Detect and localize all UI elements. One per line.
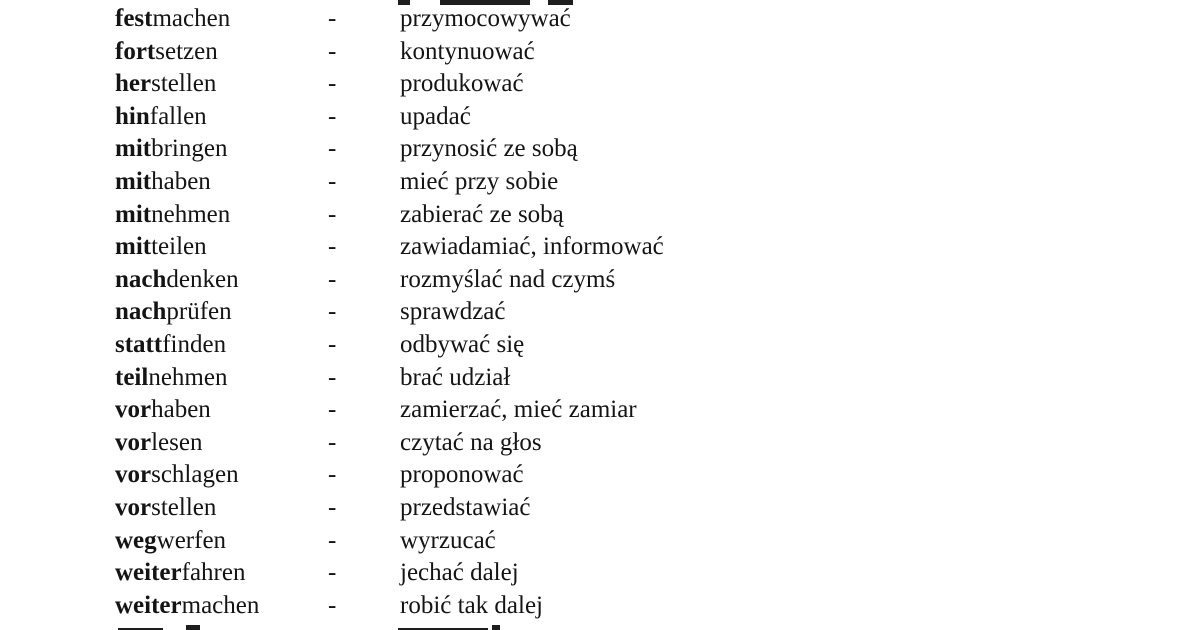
separator-dash: -: [328, 135, 337, 163]
separator-dash: -: [328, 461, 337, 489]
german-verb: [115, 36, 218, 69]
separator-dash: -: [328, 37, 337, 65]
verb-stem: stellen: [151, 493, 217, 521]
polish-translation: zabierać ze sobą: [400, 200, 564, 228]
separable-prefix: vor: [115, 396, 152, 424]
verb-stem: finden: [162, 330, 227, 358]
separator-dash: -: [328, 233, 337, 261]
separator-dash: -: [328, 493, 337, 521]
clipped-bottom-line: [0, 625, 1200, 630]
separator-dash: -: [328, 591, 337, 619]
vocab-row: [0, 590, 1200, 623]
polish-translation: czytać na głos: [400, 428, 542, 456]
verb-stem: lesen: [151, 428, 203, 456]
separable-prefix: mit: [115, 200, 152, 228]
separable-prefix: fort: [115, 37, 156, 65]
vocab-row: [0, 166, 1200, 199]
vocabulary-list: [0, 3, 1200, 622]
separator-dash: -: [328, 428, 337, 456]
verb-stem: machen: [152, 5, 231, 32]
german-verb: [115, 133, 227, 166]
separable-prefix: vor: [115, 428, 152, 456]
separator-dash: -: [328, 330, 337, 358]
separable-prefix: her: [115, 70, 152, 98]
polish-translation: robić tak dalej: [400, 591, 543, 619]
verb-stem: werfen: [156, 526, 227, 554]
vocab-row: [0, 133, 1200, 166]
separator-dash: -: [328, 363, 337, 391]
verb-stem: machen: [181, 591, 260, 619]
separator-dash: -: [328, 5, 337, 32]
german-verb: [115, 557, 245, 590]
separator-dash: -: [328, 70, 337, 98]
polish-translation: przynosić ze sobą: [400, 135, 578, 163]
german-verb: [115, 101, 207, 134]
separable-prefix: mit: [115, 167, 152, 195]
verb-stem: teilen: [151, 233, 207, 261]
separator-dash: -: [328, 298, 337, 326]
separable-prefix: vor: [115, 493, 152, 521]
polish-translation: przymocowywać: [400, 5, 571, 32]
polish-translation: produkować: [400, 70, 524, 98]
polish-translation: zawiadamiać, informować: [400, 233, 664, 261]
separable-prefix: nach: [115, 298, 167, 326]
vocab-row: [0, 427, 1200, 460]
polish-translation: jechać dalej: [400, 559, 519, 587]
verb-stem: denken: [166, 265, 239, 293]
vocab-row: [0, 68, 1200, 101]
verb-stem: stellen: [151, 70, 217, 98]
separator-dash: -: [328, 396, 337, 424]
verb-stem: fahren: [181, 559, 246, 587]
polish-translation: proponować: [400, 461, 524, 489]
separable-prefix: mit: [115, 135, 152, 163]
german-verb: [115, 394, 211, 427]
vocab-row: [0, 199, 1200, 232]
german-verb: [115, 590, 259, 623]
verb-stem: nehmen: [151, 200, 231, 228]
german-verb: [115, 296, 232, 329]
separable-prefix: mit: [115, 233, 152, 261]
vocab-row: [0, 492, 1200, 525]
separator-dash: -: [328, 200, 337, 228]
verb-stem: setzen: [155, 37, 218, 65]
vocab-row: [0, 3, 1200, 36]
separable-prefix: statt: [115, 330, 163, 358]
vocab-row: [0, 459, 1200, 492]
separator-dash: -: [328, 559, 337, 587]
vocab-row: [0, 525, 1200, 558]
vocab-row: [0, 231, 1200, 264]
vocab-row: [0, 36, 1200, 69]
german-verb: [115, 166, 211, 199]
separable-prefix: weg: [115, 526, 157, 554]
separator-dash: -: [328, 102, 337, 130]
polish-translation: upadać: [400, 102, 471, 130]
german-verb: [115, 68, 216, 101]
polish-translation: brać udział: [400, 363, 511, 391]
separable-prefix: vor: [115, 461, 152, 489]
polish-translation: odbywać się: [400, 330, 525, 358]
german-verb: [115, 329, 226, 362]
vocab-row: [0, 101, 1200, 134]
separator-dash: -: [328, 526, 337, 554]
polish-translation: kontynuować: [400, 37, 535, 65]
clipped-text-fragment: [492, 625, 500, 630]
verb-stem: haben: [151, 167, 211, 195]
separable-prefix: hin: [115, 102, 150, 130]
separator-dash: -: [328, 167, 337, 195]
verb-stem: schlagen: [151, 461, 239, 489]
separator-dash: -: [328, 265, 337, 293]
german-verb: [115, 199, 230, 232]
german-verb: [115, 459, 239, 492]
polish-translation: mieć przy sobie: [400, 167, 559, 195]
verb-stem: haben: [151, 396, 211, 424]
verb-stem: fallen: [149, 102, 207, 130]
separable-prefix: weiter: [115, 559, 182, 587]
vocab-row: [0, 394, 1200, 427]
vocab-row: [0, 296, 1200, 329]
separable-prefix: teil: [115, 363, 149, 391]
german-verb: [115, 362, 227, 395]
clipped-text-fragment: [186, 625, 200, 630]
verb-stem: nehmen: [148, 363, 228, 391]
vocab-row: [0, 557, 1200, 590]
verb-stem: bringen: [151, 135, 228, 163]
vocab-row: [0, 329, 1200, 362]
polish-translation: rozmyślać nad czymś: [400, 265, 616, 293]
separable-prefix: nach: [115, 265, 167, 293]
german-verb: [115, 492, 216, 525]
vocab-row: [0, 362, 1200, 395]
polish-translation: przedstawiać: [400, 493, 531, 521]
polish-translation: sprawdzać: [400, 298, 506, 326]
polish-translation: zamierzać, mieć zamiar: [400, 396, 637, 424]
vocab-row: [0, 264, 1200, 297]
german-verb: [115, 427, 202, 460]
german-verb: [115, 231, 207, 264]
german-verb: [115, 525, 226, 558]
verb-stem: prüfen: [166, 298, 232, 326]
german-verb: [115, 3, 230, 36]
separable-prefix: weiter: [115, 591, 182, 619]
separable-prefix: fest: [115, 5, 153, 32]
polish-translation: wyrzucać: [400, 526, 496, 554]
german-verb: [115, 264, 239, 297]
